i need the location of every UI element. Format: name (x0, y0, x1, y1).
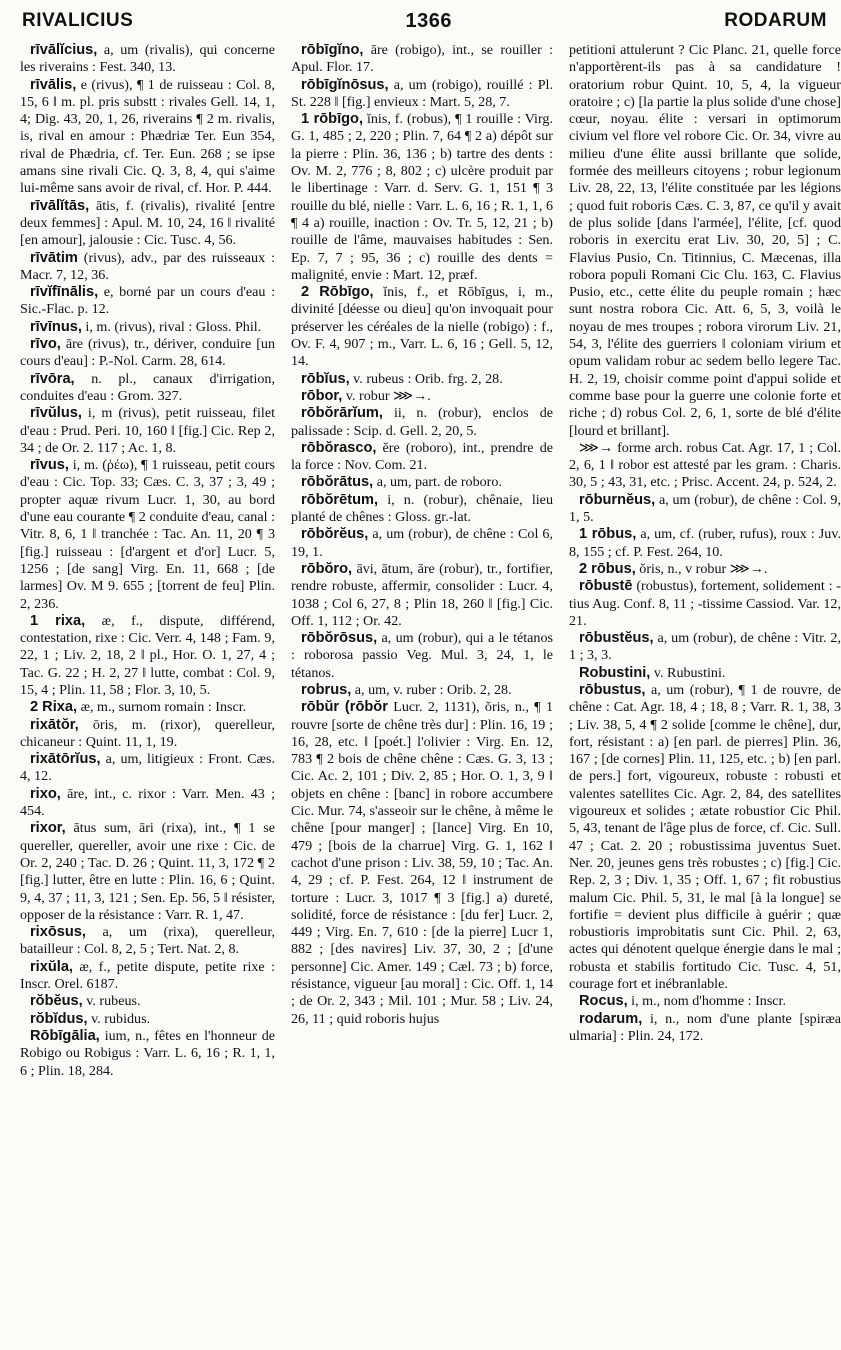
dictionary-entry (20, 1028, 275, 1080)
dictionary-entry (291, 405, 553, 440)
dictionary-entry (291, 699, 553, 1028)
headword: rōbustĕus, (579, 630, 654, 647)
dictionary-entry (20, 1011, 275, 1028)
entry-text: āre (rivus), tr., dériver, conduire [un cours d'eau] : P.-Nol. Carm. 28, 614. (20, 336, 275, 370)
entry-text: æ, m., surnom romain : Inscr. (77, 699, 247, 716)
dictionary-entry (291, 561, 553, 630)
dictionary-entry (569, 630, 841, 665)
entry-text: v. rubeus. (82, 993, 141, 1010)
entry-text: Lucr. 2, 1131), ŏris, n., ¶ 1 rouvre [sorte de chêne très dur] : Plin. 16, 19 ; 16, 28, etc. ‖ [poét.] l'olivier : Virg. En. 12, 783 ¶ 2 bois de chêne chêne : Cæs. G. 3, 13 ; Cic. Ac. 2, 101 ; Div. 2, 85 ; Hor. O. 1, 3, 9 ‖ objets en chêne : [banc] in robore accumbere Cic. Mur. 74, s'asseoir sur le chêne, à même le chêne [pour manger] ; [lance] Virg. En 10, 479 ; [bois de la charrue] Virg. G. 1, 162 ‖ cachot d'une prison : Liv. 38, 59, 10 ; Tac. An. 4, 29 ; cf. P. Fest. 264, 12 ‖ instrument de torture : Lucr. 3, 1017 ¶ 3 [fig.] a) dureté, solidité, force de résistance : [du fer] Lucr. 2, 449 ; Virg. En. 7, 610 : [de la pierre] Lucr 1, 882 ; [des navires] Liv. 37, 30, 2 ; [d'une personne] Cic. Amer. 149 ; Cæl. 73 ; b) force, résistance, vigueur [au moral] : Cic. Off. 1, 14 ; de Or. 2, 343 ; Mil. 101 ; Mur. 58 ; Liv. 24, 26, 11 ; quid roboris hujus (291, 699, 553, 1027)
entry-text: i, m. (ῥέω), ¶ 1 ruisseau, petit cours d'eau : Cic. Top. 33; Cæs. C. 3, 37 ; 3, 49 ; propter aquæ rivum Lucr. 1, 30, au bord d'une eau courante ¶ 2 conduite d'eau, canal : Vitr. 8, 6, 1 ‖ tranchée : Tac. An. 11, 20 ¶ 3 [fig.] ruisseau : [d'argent et d'or] Lucr. 5, 1256 ; [de sang] Virg. En. 11, 668 ; [de larmes] Ov. M 9. 655 ; [torrent de feu] Plin. 2, 236. (20, 457, 275, 612)
dictionary-entry (291, 492, 553, 527)
headword: Rocus, (579, 993, 628, 1010)
entry-text: āre (robigo), int., se rouiller : Apul. Flor. 17. (291, 42, 553, 76)
entry-text: āre, int., c. rixor : Varr. Men. 43 ; 454. (20, 785, 275, 820)
entry-text: æ, f., petite dispute, petite rixe : Inscr. Orel. 6187. (20, 958, 275, 993)
dictionary-entry (20, 319, 275, 336)
headword: rōbŭr (rōbŏr (301, 699, 388, 716)
dictionary-entry (291, 630, 553, 682)
headword: rŏbĕus, (30, 993, 83, 1010)
entry-text: i, n., nom d'une plante [spiræa ulmaria] : Plin. 24, 172. (569, 1010, 841, 1044)
dictionary-entry (20, 77, 275, 198)
headword: 1 rixa, (30, 612, 86, 629)
dictionary-entry (20, 42, 275, 77)
headword: rōbĭus, (301, 370, 350, 387)
headword: 2 Rixa, (30, 699, 78, 716)
entry-text: i, n. (robur), chênaie, lieu planté de chênes : Gloss. gr.-lat. (291, 491, 553, 526)
column-2 (291, 42, 553, 1346)
entry-text: ĭnis, f. (robus), ¶ 1 rouille : Virg. G. 1, 485 ; 2, 220 ; Plin. 7, 64 ¶ 2 a) dépôt sur la pierre : Plin. 36, 136 ; b) tartre des dents : Ov. M. 2, 776 ; 8, 802 ; c) ulcère produit par le libertinage : Varr. d. Serv. G. 1, 151 ¶ 3 rouille du blé, nielle : Varr. L. 6, 16 ; R. 1, 1, 6 ¶ 4 a) rouille, inaction : Ov. Tr. 5, 12, 21 ; b) rouille de l'âme, mauvaises habitudes : Sen. Ep. 7, 7 ; 95, 36 ; c) rouille des dents = malignité, envie : Mart. 12, præf. (291, 111, 553, 283)
column-3 (569, 42, 841, 1346)
text-columns (20, 42, 841, 1346)
entry-text: a, um (robigo), rouillé : Pl. St. 228 ‖ [fig.] envieux : Mart. 5, 28, 7. (291, 76, 553, 110)
page-number: 1366 (405, 9, 453, 32)
dictionary-entry (20, 336, 275, 371)
entry-text: a, um (rivalis), qui concerne les riverains : Fest. 340, 13. (20, 42, 275, 76)
entry-text: ŏris, n., v robur ⋙→. (635, 560, 768, 577)
dictionary-entry (291, 77, 553, 112)
headword: robrus, (301, 681, 352, 698)
headword: rīvĭfīnālis, (30, 284, 99, 301)
dictionary-entry (20, 993, 275, 1010)
entry-text: v. Rubustini. (650, 664, 726, 681)
headword: rōbŏrārĭum, (301, 405, 383, 422)
entry-text: i, m. (rivus), rival : Gloss. Phil. (81, 318, 262, 335)
dictionary-entry (20, 717, 275, 752)
entry-text: ii, n. (robur), enclos de palissade : Scip. d. Gell. 2, 20, 5. (291, 405, 553, 439)
entry-text: e, borné par un cours d'eau : Sic.-Flac. p. 12. (20, 284, 275, 318)
dictionary-entry (291, 440, 553, 475)
headword: rōbustē (579, 578, 633, 595)
dictionary-entry (569, 1011, 841, 1046)
headword: 1 rōbus, (579, 526, 637, 543)
dictionary-entry (20, 371, 275, 406)
entry-text: a, um, part. de roboro. (373, 474, 502, 491)
entry-text: i, m., nom d'homme : Inscr. (627, 993, 786, 1010)
headword: rŏbĭdus, (30, 1010, 88, 1027)
headword: rōbīgĭnōsus, (301, 76, 389, 93)
dictionary-entry (569, 561, 841, 578)
dictionary-entry (569, 665, 841, 682)
entry-text: ātis, f. (rivalis), rivalité [entre deux femmes] : Apul. M. 10, 24, 16 ‖ rivalité [en amour], jalousie : Cic. Tusc. 4, 56. (20, 197, 275, 249)
headword: rīvōra, (30, 370, 75, 387)
continued-entry (569, 42, 841, 440)
header-right-guideword: RODARUM (724, 10, 827, 31)
headword: Robustini, (579, 664, 651, 681)
headword: rīvālĭtās, (30, 197, 90, 214)
entry-text: (rivus), adv., par des ruisseaux : Macr. 7, 12, 36. (20, 249, 275, 283)
headword: rīvālĭcius, (30, 42, 98, 58)
entry-text: æ, f., dispute, différend, contestation, rixe : Cic. Verr. 4, 148 ; Fam. 9, 22, 1 ; Liv. 2, 18, 2 ‖ pl., Hor. O. 1, 27, 4 ; Tac. G. 22 ; H. 2, 27 ‖ lutte, combat : Col. 9, 15, 4 ; Plin. 11, 58 ; Flor. 3, 10, 5. (20, 612, 275, 698)
headword: rīvātim (30, 249, 78, 266)
dictionary-entry (20, 613, 275, 699)
headword: rixātōrĭus, (30, 751, 101, 768)
headword: rōbŏrasco, (301, 439, 377, 456)
entry-text: (robustus), fortement, solidement : -tius Aug. Conf. 8, 11 ; -tissime Cassiod. Var. 12, 21. (569, 578, 841, 629)
headword: rīvo, (30, 336, 61, 353)
column-1 (20, 42, 275, 1346)
dictionary-entry (291, 474, 553, 491)
headword: rixor, (30, 820, 66, 837)
dictionary-entry (20, 250, 275, 285)
entry-text: ātus sum, āri (rixa), int., ¶ 1 se quereller, quereller, avoir une rixe : Cic. de Or. 2, 240 ; Tac. D. 26 ; Quint. 11, 3, 172 ¶ 2 [fig.] lutter, être en lutte : Plin. 16, 6 ; Quint. 9, 4, 37 ; 11, 3, 121 ; Sen. Ep. 56, 5 ‖ résister, opposer de la résistance : Varr. R. 1, 47. (20, 820, 275, 923)
entry-text: v. rubeus : Orib. frg. 2, 28. (349, 370, 503, 387)
headword: 2 Rōbīgo, (301, 284, 374, 301)
entry-text: ium, n., fêtes en l'honneur de Robigo ou Robigus : Varr. L. 6, 16 ; R. 1, 1, 6 ; Plin. 18, 284. (20, 1027, 275, 1079)
dictionary-entry (569, 526, 841, 561)
entry-text: e (rivus), ¶ 1 de ruisseau : Col. 8, 15, 6 ‖ m. pl. pris substt : rivales Gell. 14, 1, 4; Dig. 43, 20, 1, 26, riverains ¶ 2 m. rivalis, is, rival en amour : Phædriæ Ter. Eun 354, rival de Phædria, cf. Ter. Eun. 268 ; se ipse amans sine rivali Cic. Q. 3, 8, 4, qui s'aime lui-même sans avoir de rival, cf. Hor. P. 444. (20, 76, 275, 197)
headword: rixo, (30, 785, 61, 802)
headword: rōbŏrĕus, (301, 526, 369, 543)
dictionary-entry (20, 457, 275, 613)
entry-text: ĕre (roboro), int., prendre de la force : Nov. Com. 21. (291, 439, 553, 474)
headword: rīvŭlus, (30, 405, 82, 422)
entry-text: a, um (robur), de chêne : Col. 9, 1, 5. (569, 491, 841, 526)
entry-text: a, um, cf. (ruber, rufus), roux : Juv. 8, 155 ; cf. P. Fest. 264, 10. (569, 526, 841, 560)
dictionary-entry (291, 42, 553, 77)
dictionary-entry (20, 820, 275, 924)
entry-text: a, um, litigieux : Front. Cæs. 4, 12. (20, 751, 275, 785)
headword: rixŭla, (30, 958, 73, 975)
headword: rīvālis, (30, 76, 77, 93)
dictionary-entry (569, 578, 841, 630)
dictionary-entry (20, 751, 275, 786)
header-left-guideword: RIVALICIUS (22, 10, 134, 31)
entry-text: a, um, v. ruber : Orib. 2, 28. (351, 681, 512, 698)
dictionary-entry (291, 111, 553, 284)
entry-text: petitioni attulerunt ? Cic Planc. 21, quelle force n'apportèrent-ils pas à sa candidature ! oratorium robur Quint. 10, 5, 4, la vigueur oratoire ; c) [la partie la plus solide d'une chose] cœur, noyau. élite : versari in optimorum civium vel flore vel robore Cic. Or. 34, vivre au milieu d'une élite aussi brillante que solide, formée des meilleurs citoyens ; robur legionum Liv. 28, 22, 13, l'élite constituée par les légions ; quod fuit roboris Cæs. C. 3, 87, ce qu'il y avait de plus solide [dans l'armée], l'élite, [cf. quod roboris in exercitu erat Liv. 30, 20, 5] ; C. Flavius Pusio, Cn. Titinnius, C. Mæcenas, illa robora populi Romani Cic Clu. 163, C. Flavius Pusio, etc., cette élite du peuple romain ; hæc sunt nostra robora Cic. Att. 6, 5, 3, voilà le noyau de mes troupes ; robora virorum Liv. 21, 54, 3, l'élite des guerriers ‖ coloniam virium et opum validam robur ac sedem bello legere Tac. H. 2, 19, choisir comme point d'appui solide et comme base pour la guerre une colonie forte et riche ; d) robus Col. 2, 6, 1, sorte de blé d'élite [lourd et brillant]. (569, 42, 841, 439)
headword: Rōbīgālia, (30, 1027, 100, 1044)
headword: rīvīnus, (30, 318, 82, 335)
dictionary-entry (20, 699, 275, 716)
dictionary-entry (20, 198, 275, 250)
dictionary-entry (291, 526, 553, 561)
dictionary-entry (291, 284, 553, 370)
headword: rodarum, (579, 1010, 643, 1027)
entry-text: v. robur ⋙→. (342, 387, 431, 404)
entry-text: ⋙→ forme arch. robus Cat. Agr. 17, 1 ; Col. 2, 6, 1 ‖ robor est attesté par les gram. : Charis. 30, 5 ; 43, 31, etc. ; Prisc. Accent. 24, p. 524, 2. (569, 439, 841, 491)
dictionary-entry (569, 440, 841, 492)
headword: rōbŏrōsus, (301, 630, 378, 647)
headword: rixātŏr, (30, 716, 79, 733)
dictionary-entry (569, 682, 841, 993)
dictionary-entry (20, 786, 275, 821)
running-header (22, 6, 827, 36)
headword: rōbŏrētum, (301, 491, 379, 508)
headword: 1 rōbīgo, (301, 111, 364, 128)
entry-text: ōris, m. (rixor), querelleur, chicaneur : Quint. 11, 1, 19. (20, 716, 275, 750)
entry-text: a, um (robur), de chêne : Col 6, 19, 1. (291, 526, 553, 560)
entry-text: i, m (rivus), petit ruisseau, filet d'eau : Prud. Peri. 10, 160 ‖ [fig.] Cic. Rep 2, 34 ; de Or. 2. 117 ; Ac. 1, 8. (20, 405, 275, 456)
headword: rōbustus, (579, 681, 646, 698)
dictionary-entry (291, 371, 553, 388)
entry-text: a, um (robur), ¶ 1 de rouvre, de chêne : Cat. Agr. 18, 4 ; 18, 8 ; Varr. R. 1, 38, 3 ; Liv. 38, 5, 4 ¶ 2 solide [comme le chêne], dur, fort, résistant : a) [en parl. de pierres] Plin. 36, 167 ; [de cornes] Plin. 11, 125, etc. ; b) [en parl. de pers.] fort, vigoureux, robuste : robusti et valentes satellites Cic. Agr. 2, 84, des satellites vigoureux et solides ; ætate robustior Cic Phil. 5, 43, tenant de l'âge plus de force, cf. Cic. Sull. 47 ; Cat. 2. 20 ; robustissima juventus Suet. Ner. 20, jeunes gens très robustes ; c) [fig.] Cic. Rep. 2, 3 ; Div. 1, 35 ; Off. 1, 67 ; fit robustius malum Cic. Phil. 5, 31, le mal [à la longue] se fortifie = devient plus difficile à guérir ; quæ robustioris improbitatis sunt Cic. Phil. 2, 63, actes qui dénotent quelque énergie dans le mal ; robusta et stabilis fortitudo Cic. Tusc. 4, 51, courage fort et inébranlable. (569, 681, 841, 993)
headword: rōburnĕus, (579, 491, 656, 508)
dictionary-entry (569, 993, 841, 1010)
entry-text: āvi, ātum, āre (robur), tr., fortifier, rendre robuste, affermir, consolider : Lucr. 4, 1038 ; Col 6, 27, 8 ; Plin 18, 260 ‖ [fig.] Cic. Off. 1, 112 ; Or. 42. (291, 560, 553, 629)
dictionary-entry (569, 492, 841, 527)
headword: rōbŏrātus, (301, 474, 374, 491)
headword: rōbor, (301, 387, 343, 404)
headword: rīvus, (30, 457, 69, 474)
entry-text: n. pl., canaux d'irrigation, conduites d'eau : Grom. 327. (20, 370, 275, 404)
dictionary-entry (20, 959, 275, 994)
dictionary-entry (20, 924, 275, 959)
entry-text: v. rubidus. (87, 1010, 151, 1027)
dictionary-entry (20, 284, 275, 319)
headword: rixōsus, (30, 924, 86, 941)
entry-text: a, um (robur), qui a le tétanos : roborosa passio Veg. Mul. 3, 24, 1, le tétanos. (291, 630, 553, 681)
headword: rōbŏro, (301, 560, 353, 577)
entry-text: ĭnis, f., et Rōbīgus, i, m., divinité [déesse ou dieu] qu'on invoquait pour préserver les céréales de la nielle (robigo) : f., Ov. F. 4, 907 ; m., Varr. L. 6, 16 ; Gell. 5, 12, 14. (291, 284, 553, 370)
headword: rōbīgĭno, (301, 42, 364, 58)
dictionary-entry (291, 682, 553, 699)
headword: 2 rōbus, (579, 560, 636, 577)
dictionary-entry (291, 388, 553, 405)
entry-text: a, um (robur), de chêne : Vitr. 2, 1 ; 3, 3. (569, 630, 841, 664)
dictionary-entry (20, 405, 275, 457)
entry-text: a, um (rixa), querelleur, batailleur : Col. 8, 2, 5 ; Tert. Nat. 2, 8. (20, 924, 275, 958)
